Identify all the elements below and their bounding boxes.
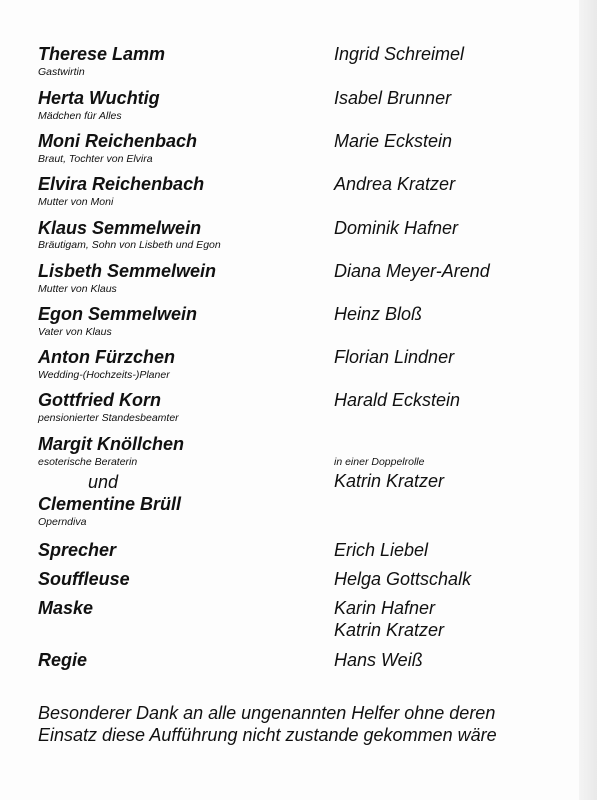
actor-name: Ingrid Schreimel [334,44,465,64]
actor-name: Andrea Kratzer [334,174,456,194]
role-description: Bräutigam, Sohn von Lisbeth und Egon [38,239,221,251]
thanks-line: Besonderer Dank an alle ungenannten Helfer ohne deren [38,703,496,723]
role-name: Clementine Brüll [38,494,182,514]
role-name: Lisbeth Semmelwein [38,261,217,281]
role-description: Operndiva [38,516,87,528]
role-description: Mutter von Moni [38,196,114,208]
crew-name: Hans Weiß [334,650,423,670]
role-description: Gastwirtin [38,66,85,78]
actor-name: Florian Lindner [334,347,455,367]
role-description: Vater von Klaus [38,326,112,338]
role-name: Therese Lamm [38,44,166,64]
role-name: Margit Knöllchen [38,434,185,454]
crew-name: Katrin Kratzer [334,620,445,640]
page-edge-shadow [579,0,597,800]
role-description: Wedding-(Hochzeits-)Planer [38,369,170,381]
thanks-note [38,702,558,746]
crew-name: Karin Hafner [334,598,436,618]
role-connector: und [88,472,119,492]
crew-role: Maske [38,598,94,618]
role-name: Elvira Reichenbach [38,174,205,194]
actor-name: Harald Eckstein [334,390,461,410]
role-name: Anton Fürzchen [38,347,175,367]
role-description: pensionierter Standesbeamter [38,412,179,424]
crew-role: Regie [38,650,88,670]
crew-role: Souffleuse [38,569,130,589]
actor-name: Katrin Kratzer [334,471,445,491]
role-description: Braut, Tochter von Elvira [38,153,153,165]
role-name: Klaus Semmelwein [38,218,202,238]
role-name: Moni Reichenbach [38,131,198,151]
crew-name: Erich Liebel [334,540,429,560]
role-name: Egon Semmelwein [38,304,198,324]
role-name: Herta Wuchtig [38,88,160,108]
actor-name: Marie Eckstein [334,131,453,151]
double-role-note: in einer Doppelrolle [334,456,425,468]
actor-name: Heinz Bloß [334,304,423,324]
role-description: esoterische Beraterin [38,456,138,468]
actor-name: Isabel Brunner [334,88,452,108]
crew-name: Helga Gottschalk [334,569,472,589]
thanks-line: Einsatz diese Aufführung nicht zustande gekommen wäre [38,725,497,745]
crew-role: Sprecher [38,540,117,560]
role-name: Gottfried Korn [38,390,161,410]
actor-name: Diana Meyer-Arend [334,261,490,281]
role-description: Mutter von Klaus [38,283,117,295]
actor-name: Dominik Hafner [334,218,459,238]
role-description: Mädchen für Alles [38,110,122,122]
